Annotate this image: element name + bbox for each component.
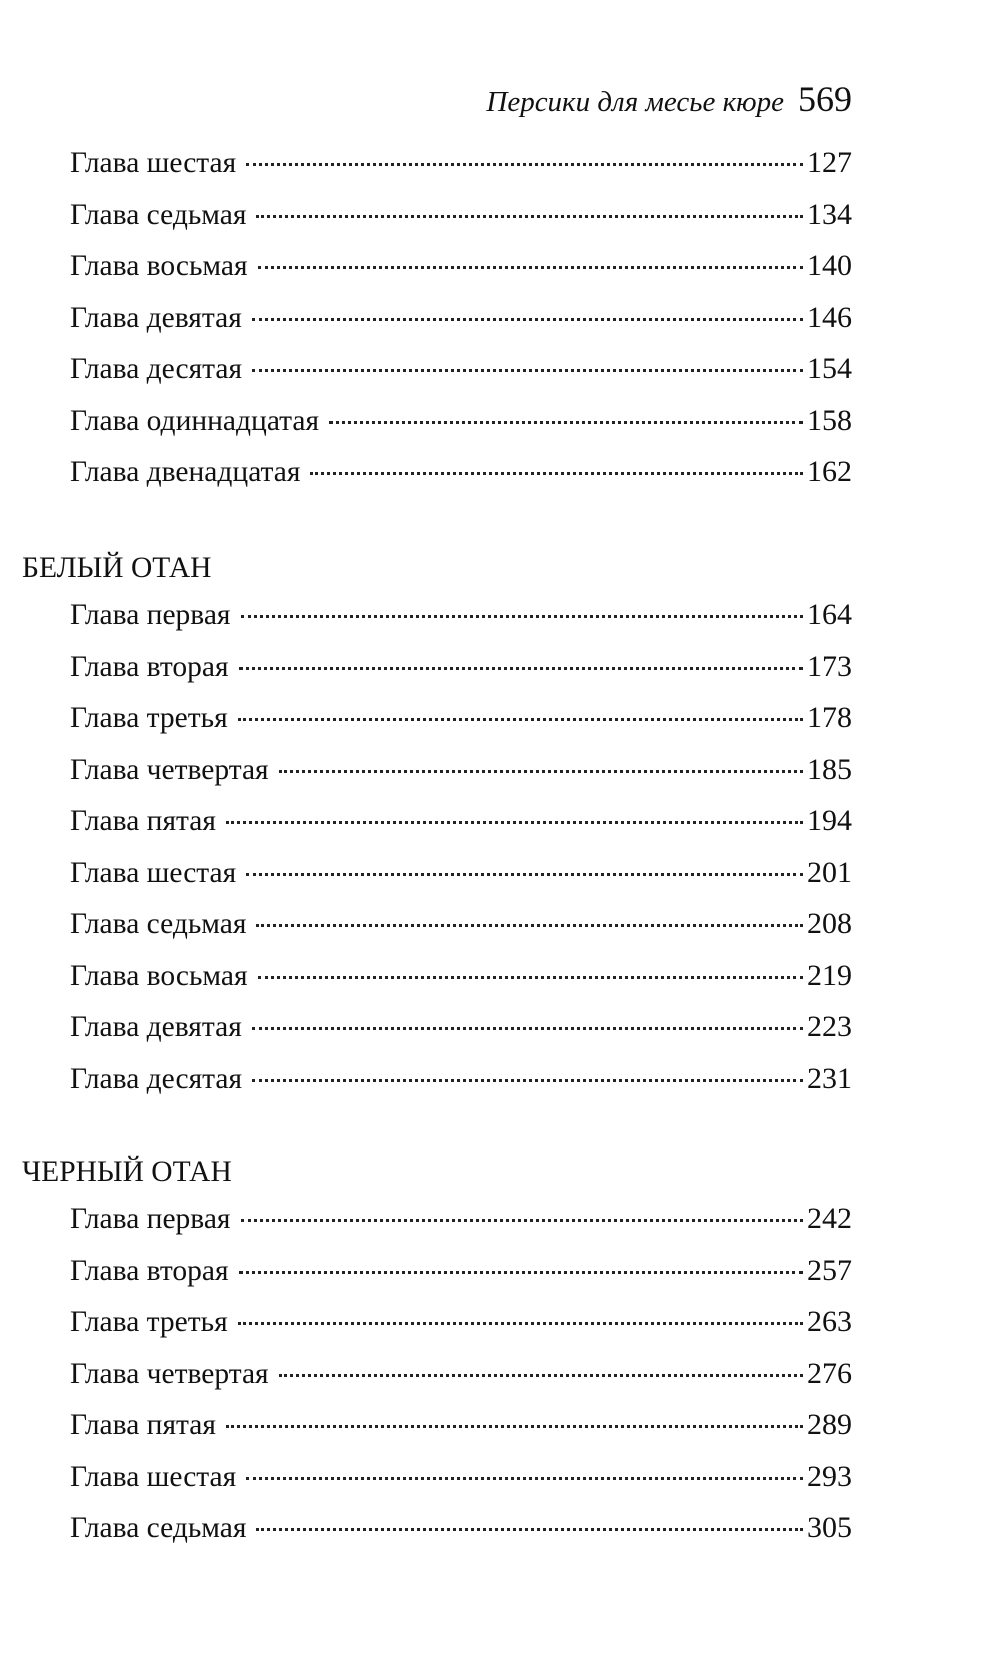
toc-entry-title: Глава шестая <box>70 856 237 889</box>
toc-section-white-list <box>70 598 852 1113</box>
toc-entry-title: Глава восьмая <box>70 959 248 992</box>
toc-section-black-list <box>70 1202 852 1563</box>
toc-entry-page: 276 <box>807 1356 852 1390</box>
toc-entry-page: 223 <box>807 1010 852 1043</box>
toc-entry <box>70 753 852 805</box>
dot-leader <box>226 1425 803 1428</box>
toc-entry-page: 231 <box>807 1061 852 1095</box>
toc-entry <box>70 455 852 507</box>
toc-entry-title: Глава седьмая <box>70 198 247 231</box>
toc-entry-title: Глава шестая <box>70 147 237 179</box>
toc-entry-title: Глава одиннадцатая <box>70 404 320 437</box>
toc-entry <box>70 1254 852 1306</box>
dot-leader <box>252 318 803 321</box>
dot-leader <box>246 163 803 166</box>
toc-entry-title: Глава первая <box>70 1203 231 1235</box>
toc-entry <box>70 1202 852 1254</box>
toc-entry-page: 242 <box>807 1202 852 1235</box>
toc-entry-title: Глава вторая <box>70 1254 229 1287</box>
dot-leader <box>241 1219 804 1222</box>
toc-entry-page: 185 <box>807 752 852 786</box>
toc-entry-page: 164 <box>807 598 852 631</box>
dot-leader <box>258 266 803 269</box>
toc-entry-title: Глава седьмая <box>70 908 247 940</box>
toc-entry-title: Глава первая <box>70 599 231 631</box>
toc-entry-title: Глава четвертая <box>70 1357 269 1390</box>
toc-entry <box>70 1010 852 1062</box>
toc-entry <box>70 1305 852 1357</box>
toc-entry <box>70 249 852 301</box>
toc-entry-page: 178 <box>807 701 852 734</box>
dot-leader <box>279 770 803 773</box>
toc-entry <box>70 959 852 1011</box>
toc-entry-page: 194 <box>807 804 852 837</box>
toc-entry <box>70 1460 852 1512</box>
toc-entry-page: 263 <box>807 1305 852 1338</box>
toc-entry-title: Глава десятая <box>70 1062 243 1095</box>
toc-entry <box>70 1357 852 1409</box>
running-head <box>486 78 852 120</box>
toc-entry-page: 219 <box>807 958 852 992</box>
toc-entry-page: 201 <box>807 855 852 889</box>
toc-entry <box>70 352 852 404</box>
toc-entry <box>70 301 852 353</box>
toc-entry-title: Глава девятая <box>70 301 242 334</box>
dot-leader <box>238 718 803 721</box>
toc-entry <box>70 198 852 250</box>
dot-leader <box>238 1322 803 1325</box>
dot-leader <box>246 1477 803 1480</box>
toc-entry-page: 154 <box>807 352 852 385</box>
toc-continued-list <box>70 146 852 507</box>
toc-entry-title: Глава третья <box>70 702 228 734</box>
toc-entry-page: 305 <box>807 1511 852 1544</box>
toc-entry-title: Глава пятая <box>70 1409 216 1441</box>
toc-entry <box>70 598 852 650</box>
toc-entry <box>70 1408 852 1460</box>
toc-entry <box>70 1511 852 1563</box>
toc-entry-page: 173 <box>807 649 852 683</box>
toc-entry <box>70 856 852 908</box>
toc-entry-page: 162 <box>807 455 852 488</box>
toc-entry-title: Глава десятая <box>70 353 243 385</box>
section-heading-black: ЧЕРНЫЙ ОТАН <box>22 1156 232 1188</box>
toc-entry-title: Глава четвертая <box>70 753 269 786</box>
dot-leader <box>256 924 803 927</box>
toc-entry <box>70 404 852 456</box>
dot-leader <box>256 215 803 218</box>
toc-entry-page: 158 <box>807 403 852 437</box>
toc-entry-title: Глава восьмая <box>70 250 248 282</box>
toc-entry-title: Глава девятая <box>70 1011 242 1043</box>
toc-entry-page: 134 <box>807 197 852 231</box>
section-heading-white: БЕЛЫЙ ОТАН <box>22 552 212 584</box>
toc-entry <box>70 1062 852 1114</box>
toc-entry-title: Глава шестая <box>70 1460 237 1493</box>
toc-entry-title: Глава третья <box>70 1306 228 1338</box>
toc-entry-page: 293 <box>807 1459 852 1493</box>
dot-leader <box>256 1528 803 1531</box>
dot-leader <box>239 667 803 670</box>
dot-leader <box>226 821 803 824</box>
toc-entry <box>70 804 852 856</box>
dot-leader <box>252 369 803 372</box>
running-title: Персики для месье кюре <box>486 86 784 118</box>
dot-leader <box>279 1374 803 1377</box>
toc-entry-page: 140 <box>807 249 852 282</box>
toc-entry-page: 208 <box>807 907 852 940</box>
dot-leader <box>310 472 803 475</box>
toc-entry <box>70 650 852 702</box>
dot-leader <box>239 1271 803 1274</box>
toc-entry <box>70 907 852 959</box>
dot-leader <box>252 1079 803 1082</box>
toc-entry-title: Глава вторая <box>70 650 229 683</box>
page-number: 569 <box>798 79 852 119</box>
dot-leader <box>252 1027 803 1030</box>
dot-leader <box>258 976 803 979</box>
dot-leader <box>329 421 803 424</box>
toc-entry-title: Глава двенадцатая <box>70 456 301 488</box>
toc-entry-page: 289 <box>807 1408 852 1441</box>
toc-entry-title: Глава пятая <box>70 805 216 837</box>
toc-entry-title: Глава седьмая <box>70 1512 247 1544</box>
toc-entry <box>70 146 852 198</box>
toc-entry-page: 146 <box>807 300 852 334</box>
dot-leader <box>241 615 804 618</box>
dot-leader <box>246 873 803 876</box>
toc-entry-page: 127 <box>807 146 852 179</box>
toc-entry <box>70 701 852 753</box>
toc-entry-page: 257 <box>807 1253 852 1287</box>
